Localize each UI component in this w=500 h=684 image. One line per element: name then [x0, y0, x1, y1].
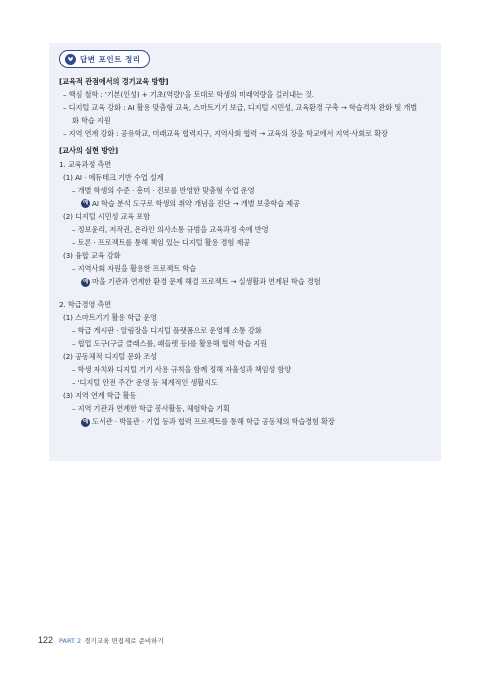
example-text: 도서관 · 박물관 · 기업 등과 협력 프로젝트를 통해 학급 공동체의 학습경험 확장: [92, 417, 335, 427]
example-line: [59, 197, 437, 210]
answer-points-title-pill: [59, 50, 150, 68]
example-line: [59, 415, 437, 428]
bullet-line: – 지역 연계 강화 : 공유학교, 미래교육 협력지구, 지역사회 협력 → 교육의 장을 학교에서 지역·사회로 확장: [63, 129, 388, 139]
part-title: 경기교육 면접제로 준비하기: [84, 637, 164, 645]
bullet-line: (3) 지역 연계 학급 활동: [63, 391, 137, 401]
example-badge: 예: [82, 200, 89, 207]
page-footer: [38, 635, 164, 645]
bullet-line: – '디지털 안전 주간' 운영 등 체계적인 생활지도: [72, 378, 218, 388]
bullet-line: – 학급 게시판 · 알림장을 디지털 플랫폼으로 운영해 소통 강화: [72, 325, 262, 335]
answer-points-content: [59, 75, 437, 428]
example-badge: 예: [82, 278, 89, 285]
part-label: PART 2: [59, 637, 82, 645]
bullet-line: (1) 스마트기기 활용 학급 운영: [63, 312, 157, 322]
bullet-line: – 지역사회 자원을 활용한 프로젝트 학습: [72, 264, 196, 274]
bullet-line: (3) 융합 교육 강화: [63, 251, 121, 261]
example-line: [59, 275, 437, 288]
bullet-line: – 학생 자치와 디지털 기기 사용 규칙을 함께 정해 자율성과 책임성 함양: [72, 364, 292, 374]
chevron-down-icon: [65, 54, 76, 65]
bullet-line: 화 학습 지원: [72, 116, 111, 126]
page-number: 122: [38, 635, 54, 645]
bullet-line: – 지역 기관과 연계한 학급 봉사활동, 체험학습 기획: [72, 404, 230, 414]
bullet-line: – 토론 · 프로젝트를 통해 책임 있는 디지털 활용 경험 제공: [72, 238, 251, 248]
group-title: 1. 교육과정 측면: [59, 159, 112, 169]
bullet-line: – 핵심 철학 : '기본(인성) + 기초(역량)'을 토대로 학생의 미래역량을 길러내는 것.: [63, 90, 314, 100]
bullet-line: – 개별 학생의 수준 · 흥미 · 진로를 반영한 맞춤형 수업 운영: [72, 185, 255, 195]
section-heading: [교사의 실현 방안]: [59, 146, 119, 156]
bullet-line: – 정보윤리, 저작권, 온라인 의사소통 규범을 교육과정 속에 반영: [72, 225, 269, 235]
example-badge: 예: [82, 418, 89, 425]
group-title: 2. 학급경영 측면: [59, 299, 112, 309]
bullet-line: – 디지털 교육 강화 : AI 활용 맞춤형 교육, 스마트기기 보급, 디지털 시민성, 교육환경 구축 → 학습격차 완화 및 개별: [63, 103, 418, 113]
example-text: 마을 기관과 연계한 환경 문제 해결 프로젝트 → 실생활과 연계된 학습 경험: [92, 277, 321, 287]
section-heading: [교육적 관점에서의 경기교육 방향]: [59, 77, 169, 86]
answer-points-title: 답변 포인트 정리: [80, 54, 141, 64]
example-text: AI 학습 분석 도구로 학생의 취약 개념을 진단 → 개별 보충학습 제공: [92, 198, 300, 208]
bullet-line: – 협업 도구(구글 클래스룸, 패들렛 등)를 활용해 협력 학습 지원: [72, 338, 267, 348]
answer-points-box: [49, 43, 441, 461]
bullet-line: (2) 공동체적 디지털 문화 조성: [63, 351, 157, 361]
bullet-line: (1) AI · 에듀테크 기반 수업 설계: [63, 172, 164, 182]
bullet-line: (2) 디지털 시민성 교육 포함: [63, 211, 151, 221]
